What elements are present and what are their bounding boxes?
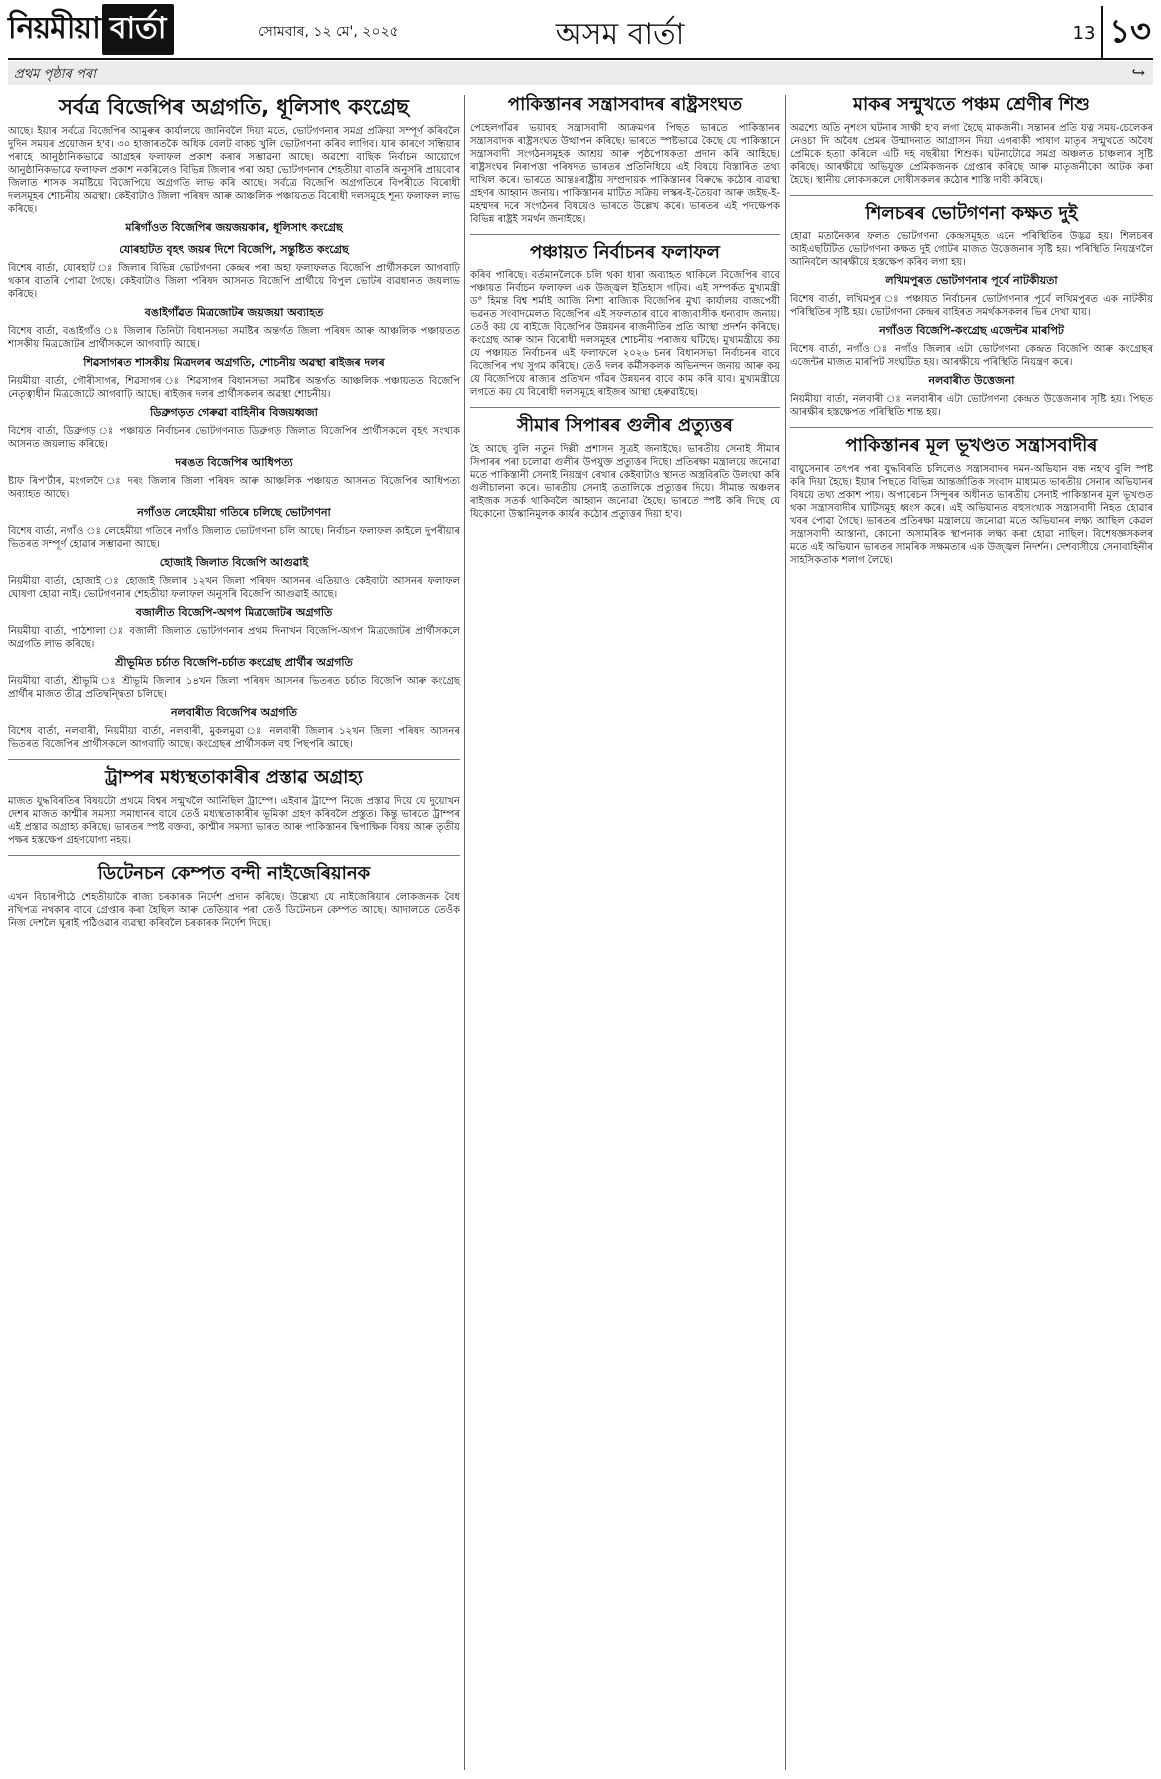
article-headline: পাকিস্তানৰ মূল ভূখণ্ডত সন্ত্ৰাসবাদীৰ xyxy=(845,435,1098,457)
page-number-as: ১৩ xyxy=(1101,6,1151,60)
article-paragraph: হোৱা মতানৈক্যৰ ফলত ভোটগণনা কেন্দ্ৰসমূহত এনে পৰিস্থিতিৰ উদ্ভৱ হয়। শিলচৰৰ আইএছটিটিত ভোটগণনা কক্ষত দুই গোটৰ মাজত উত্তেজনাৰ সৃষ্টি হয়। পৰিস্থিতি নিয়ন্ত্ৰণলৈ আনিবলৈ আৰক্ষীয়ে হস্তক্ষেপ কৰিব লগা হয়। xyxy=(790,231,1153,269)
article-headline: পাকিস্তানৰ সন্ত্ৰাসবাদৰ ৰাষ্ট্ৰসংঘত xyxy=(507,94,743,115)
article-separator xyxy=(790,427,1153,428)
article-subhead: নলবাৰীত উত্তেজনা xyxy=(928,374,1015,388)
article-paragraph: নিয়মীয়া বাৰ্তা, শ্ৰীভূমি ঃ শ্ৰীভূমি জিলাৰ ১৪খন জিলা পৰিষদ আসনৰ ভিতৰত চৰ্চাত বিজেপি আৰু কংগ্ৰেছ প্ৰাৰ্থীৰ মাজত তীব্ৰ প্ৰতিদ্বন্দ্বিতা চলিছে। xyxy=(8,676,460,701)
article-headline: মাকৰ সন্মুখতে পঞ্চম শ্ৰেণীৰ শিশু xyxy=(853,94,1090,115)
newspaper-logo xyxy=(8,8,174,50)
article-separator xyxy=(470,234,780,235)
logo-text-left: নিয়মীয়া xyxy=(8,10,100,46)
article-separator xyxy=(8,759,460,760)
article-paragraph: বিশেষ বাৰ্তা, নলবাৰী, নিয়মীয়া বাৰ্তা, নলবাৰী, মুকলমুৱা ঃ নলবাৰী জিলাৰ ১২খন জিলা পৰিষদ আসনৰ ভিতৰত বিজেপিৰ প্ৰাৰ্থীসকলে আগবাঢ়ি আছে। কংগ্ৰেছৰ প্ৰাৰ্থীসকল বহু পিছপৰি আছে। xyxy=(8,726,460,751)
article-subhead: মৰিগাঁওত বিজেপিৰ জয়জয়কাৰ, ধূলিসাৎ কংগ্ৰেছ xyxy=(125,221,343,235)
article-paragraph: বিশেষ বাৰ্তা, বঙাইগাঁও ঃ জিলাৰ তিনিটা বিধানসভা সমষ্টিৰ অন্তৰ্গত জিলা পৰিষদ আৰু আঞ্চলিক পঞ্চায়তত শাসকীয় মিত্ৰজোটৰ প্ৰাৰ্থীসকলে আগবাঢ়ি আছে। xyxy=(8,326,460,351)
continuation-label: প্ৰথম পৃষ্ঠাৰ পৰা xyxy=(14,67,96,82)
article-paragraph: বিশেষ বাৰ্তা, নগাঁও ঃ লেহেমীয়া গতিৰে নগাঁও জিলাত ভোটগণনা চলি আছে। নিৰ্বাচন ফলাফল কাইলে দুপৰীয়াৰ ভিতৰত সম্পূৰ্ণ হোৱাৰ সম্ভাৱনা আছে। xyxy=(8,526,460,551)
article-paragraph: নিয়মীয়া বাৰ্তা, পাঠশালা ঃ বজালী জিলাত ভোটগণনাৰ প্ৰথম দিনাখন বিজেপি-অগপ মিত্ৰজোটৰ প্ৰাৰ্থীসকলে অগ্ৰগতি লাভ কৰিছে। xyxy=(8,626,460,651)
article-paragraph: পেহেলগাঁৱৰ ভয়াবহ সন্ত্ৰাসবাদী আক্ৰমণৰ পিছত ভাৰতে পাকিস্তানৰ সন্ত্ৰাসবাদক ৰাষ্ট্ৰসংঘত উত্থাপন কৰিছে। ভাৰতে স্পষ্টভাৱে কৈছে যে পাকিস্তানে সন্ত্ৰাসবাদী সংগঠনসমূহক আশ্ৰয় আৰু পৃষ্ঠপোষকতা প্ৰদান কৰি আহিছে। ৰাষ্ট্ৰসংঘৰ নিৰাপত্তা পৰিষদত ভাৰতৰ প্ৰতিনিধিয়ে এই বিষয়ে বিস্তাৰিত তথ্য দাখিল কৰে। ভাৰতে আন্তঃৰাষ্ট্ৰীয় সম্প্ৰদায়ক পাকিস্তানৰ বিৰুদ্ধে কঠোৰ ব্যৱস্থা গ্ৰহণৰ আহ্বান জনায়। পাকিস্তানৰ মাটিত সক্ৰিয় লস্কৰ-ই-তৈয়বা আৰু জইছ-ই-মহম্মদৰ দৰে সংগঠনৰ বিষয়েও ভাৰতে উল্লেখ কৰে। ভাৰতৰ এই পদক্ষেপক বিভিন্ন ৰাষ্ট্ৰই সমৰ্থন জনাইছে। xyxy=(470,122,780,225)
article-subhead: দৰঙত বিজেপিৰ আধিপত্য xyxy=(175,456,293,470)
column-middle xyxy=(470,95,780,521)
column-divider xyxy=(464,95,465,1770)
article-subhead: বজালীত বিজেপি-অগপ মিত্ৰজোটৰ অগ্ৰগতি xyxy=(135,606,333,620)
article-paragraph: নিয়মীয়া বাৰ্তা, নলবাৰী ঃ নলবাৰীৰ এটা ভোটগণনা কেন্দ্ৰত উত্তেজনাৰ সৃষ্টি হয়। পিছত আৰক্ষীৰ হস্তক্ষেপত পৰিস্থিতি শান্ত হয়। xyxy=(790,394,1153,419)
article-headline: সৰ্বত্ৰ বিজেপিৰ অগ্ৰগতি, ধূলিসাৎ কংগ্ৰেছ xyxy=(59,95,409,119)
article-paragraph: বিশেষ বাৰ্তা, যোৰহাট ঃ জিলাৰ বিভিন্ন ভোটগণনা কেন্দ্ৰৰ পৰা অহা ফলাফলত বিজেপি প্ৰাৰ্থীসকলে আগবাঢ়ি থকাৰ বাতৰি পোৱা গৈছে। কেইবাটাও জিলা পৰিষদ আসনত বিজেপি প্ৰাৰ্থীয়ে বিপুল ভোটৰ ব্যৱধানত জয়লাভ কৰিছে। xyxy=(8,263,460,301)
article-headline: ডিটেনচন কেম্পত বন্দী নাইজেৰিয়ানক xyxy=(97,862,371,884)
article-subhead: বঙাইগাঁৱত মিত্ৰজোটৰ জয়জয়া অব্যাহত xyxy=(144,306,324,320)
continuation-bar xyxy=(8,61,1153,85)
article-paragraph: অৱশ্যে অতি নৃশংস ঘটনাৰ সাক্ষী হ'ব লগা হৈছে মাকজনী। সন্তানৰ প্ৰতি যত্ন সময়-চেলেকৰ নেওচা দি অবৈধ প্ৰেমৰ উন্মাদনাত আগ্ৰাসন দিয়া এগৰাকী পাষাণ মাতৃৰ সন্মুখতে অবৈধ প্ৰেমিকে হত্যা কৰিলে এটি দহ বছৰীয়া শিশুক। ঘটনাটোৱে সমগ্ৰ অঞ্চলত চাঞ্চল্যৰ সৃষ্টি কৰিছে। আৰক্ষীয়ে অভিযুক্ত প্ৰেমিকজনক গ্ৰেপ্তাৰ কৰিছে আৰু মাতৃজনীকো আটক কৰা হৈছে। স্থানীয় লোকসকলে দোষীসকলৰ কঠোৰ শাস্তি দাবী কৰিছে। xyxy=(790,122,1153,186)
article-subhead: নগাঁওত লেহেমীয়া গতিৰে চলিছে ভোটগণনা xyxy=(137,506,331,520)
masthead-rule xyxy=(8,58,1153,60)
article-headline: সীমাৰ সিপাৰৰ গুলীৰ প্ৰত্যুত্তৰ xyxy=(517,415,733,437)
article-subhead: যোৰহাটত বৃহৎ জয়ৰ দিশে বিজেপি, সন্তুষ্টিত কংগ্ৰেছ xyxy=(119,243,349,257)
column-right xyxy=(790,95,1153,567)
article-paragraph: নিয়মীয়া বাৰ্তা, হোজাই ঃ হোজাই জিলাৰ ১২খন জিলা পৰিষদ আসনৰ এতিয়াও কেইবাটা আসনৰ ফলাফল ঘোষণা হোৱা নাই। ভোটগণনাৰ শেহতীয়া ফলাফল অনুসৰি বিজেপি আগুৱাই আছে। xyxy=(8,576,460,601)
page-number-en: 13 xyxy=(1072,22,1096,44)
article-paragraph: কৰিব পাৰিছে। বৰ্তমানলৈকে চলি থকা ধাৰা অব্যাহত থাকিলে বিজেপিৰ বাবে পঞ্চায়ত নিৰ্বাচন ফলাফল এক উজ্জ্বল ইতিহাস গঢ়িব। এই সম্পৰ্কত মুখ্যমন্ত্ৰী ড° হিমন্ত বিশ্ব শৰ্মাই আজি নিশা ৰাজ্যিক বিজেপিৰ মুখ্য কাৰ্যালয় বাজপেয়ী ভৱনত সংবাদমেলত বিজেপিৰ এই সফলতাৰ বাবে ৰাজ্যবাসীক ধন্যবাদ জনায়। তেওঁ কয় যে ৰাইজে বিজেপিৰ উন্নয়নৰ ৰাজনীতিৰ প্ৰতি আস্থা প্ৰদৰ্শন কৰিছে। কংগ্ৰেছ আৰু আন বিৰোধী দলসমূহৰ শোচনীয় পৰাজয় ঘটিছে। মুখ্যমন্ত্ৰীয়ে কয় যে পঞ্চায়ত নিৰ্বাচনৰ এই ফলাফলে ২০২৬ চনৰ বিধানসভা নিৰ্বাচনৰ বাবে বিজেপিৰ পথ সুগম কৰিছে। তেওঁ দলৰ কৰ্মীসকলক অভিনন্দন জনায় আৰু কয় যে বিজেপিয়ে ৰাজ্যৰ প্ৰতিখন গাঁৱৰ উন্নয়নৰ বাবে কাম কৰি যাব। মুখ্যমন্ত্ৰীয়ে লগতে কয় যে বিৰোধী দলসমূহে ৰাইজৰ আস্থা হেৰুৱাইছে। xyxy=(470,270,780,399)
article-paragraph: ষ্টাফ ৰিপ'ৰ্টাৰ, মংগলদৈ ঃ দৰং জিলাৰ জিলা পৰিষদ আৰু আঞ্চলিক পঞ্চায়ত আসনত বিজেপিৰ আধিপত্য অব্যাহত আছে। xyxy=(8,476,460,501)
article-headline: ট্ৰাম্পৰ মধ্যস্থতাকাৰীৰ প্ৰস্তাৱ অগ্ৰাহ্য xyxy=(104,767,364,789)
article-separator xyxy=(470,407,780,408)
issue-date: সোমবাৰ, ১২ মে', ২০২৫ xyxy=(258,24,399,40)
masthead xyxy=(0,0,1161,56)
article-paragraph: আছে। ইয়াৰ সৰ্বত্ৰে বিজেপিৰ আমুৰুৰ কাৰ্যালয়ে জানিবলৈ দিয়া মতে, ভোটগণনাৰ সমগ্ৰ প্ৰক্ৰিয়া সম্পূৰ্ণ কৰিবলৈ দুদিন সময়ৰ প্ৰয়োজন হ'ব। ৩০ হাজাৰতকৈ অধিক বেলট বাকচ খুলি ভোটগণনা কৰিব লাগিব। যাৰ কাৰণে সন্ধিয়াৰ পৰাহে আনুষ্ঠানিকভাৱে আগ্ৰহৰ ফলাফল প্ৰকাশ কৰাৰ সম্ভাৱনা আছে। অৱশ্যে বাছিক নিৰ্বাচন আয়োগে আনুষ্ঠানিকভাৱে ফলাফল প্ৰকাশ নকৰিলেও বিভিন্ন জিলাৰ পৰা অহা ভোটগণনাৰ শেহতীয়া বাতৰি অনুসৰি প্ৰায়বোৰ জিলাত শাসক সমষ্টিয়ে বিজেপিয়ে অগ্ৰগতি লাভ কৰি আছে। সৰ্বত্ৰে বিজেপি অগ্ৰগতিৰে বিপৰীতে বিৰোধী দলসমূহৰ শোচনীয় অৱস্থা। কেইবাটাও জিলা পৰিষদ আৰু আঞ্চলিক পঞ্চায়তত বিৰোধী দলসমূহে শূন্য ফলাফল লাভ কৰিছে। xyxy=(8,126,460,216)
article-subhead: শিৱসাগৰত শাসকীয় মিত্ৰদলৰ অগ্ৰগতি, শোচনীয় অৱস্থা ৰাইজৰ দলৰ xyxy=(83,356,385,370)
section-title: অসম বাৰ্তা xyxy=(555,17,685,52)
article-subhead: নলবাৰীত বিজেপিৰ অগ্ৰগতি xyxy=(170,706,298,720)
article-paragraph: বিশেষ বাৰ্তা, নগাঁও ঃ নগাঁও জিলাৰ এটা ভোটগণনা কেন্দ্ৰত বিজেপি আৰু কংগ্ৰেছৰ এজেন্টৰ মাজত মাৰপিট সংঘটিত হয়। আৰক্ষীয়ে পৰিস্থিতি নিয়ন্ত্ৰণ কৰে। xyxy=(790,344,1153,369)
article-headline: পঞ্চায়ত নিৰ্বাচনৰ ফলাফল xyxy=(530,241,720,263)
article-paragraph: বায়ুসেনাৰ তৎপৰ পৰা যুদ্ধবিৰতি চলিলেও সন্ত্ৰাসবাদৰ দমন-অভিযান বন্ধ নহ'ব বুলি স্পষ্ট কৰি দিয়া হৈছে। ইয়াৰ পিছতে বিভিন্ন আন্তৰ্জাতিক সংবাদ মাধ্যমত ভাৰতীয় সেনাৰ অভিযানৰ বিষয়ে তথ্য প্ৰকাশ পায়। অপাৰেচন সিন্দুৰৰ অধীনত ভাৰতীয় সেনাই পাকিস্তানৰ মূল ভূখণ্ডত থকা সন্ত্ৰাসবাদীৰ ঘাটিসমূহ ধ্বংস কৰে। এই অভিযানত বহুসংখ্যক সন্ত্ৰাসবাদী নিহত হোৱাৰ খবৰ পোৱা গৈছে। ভাৰতৰ প্ৰতিৰক্ষা মন্ত্ৰালয়ে জনোৱা মতে অভিযানৰ লক্ষ্য আছিল কেৱল সন্ত্ৰাসবাদী আস্তানা, কোনো অসামৰিক স্থাপনাক লক্ষ্য কৰা হোৱা নাছিল। বিশেষজ্ঞসকলৰ মতে এই অভিযান ভাৰতৰ সামৰিক সক্ষমতাৰ এক উজ্জ্বল নিদৰ্শন। দেশবাসীয়ে সেনাবাহিনীৰ সাহসিকতাক শলাগ লৈছে। xyxy=(790,464,1153,567)
article-subhead: নগাঁওত বিজেপি-কংগ্ৰেছ এজেন্টৰ মাৰপিট xyxy=(879,324,1064,338)
article-paragraph: বিশেষ বাৰ্তা, লখিমপুৰ ঃ পঞ্চায়ত নিৰ্বাচনৰ ভোটগণনাৰ পূৰ্বে লখিমপুৰত এক নাটকীয় পৰিস্থিতিৰ সৃষ্টি হয়। ভোটগণনা কেন্দ্ৰৰ বাহিৰত সমৰ্থকসকলৰ ভিৰ দেখা যায়। xyxy=(790,294,1153,319)
article-paragraph: এখন বিচাৰপীঠে শেহতীয়াকৈ ৰাজ্য চৰকাৰক নিৰ্দেশ প্ৰদান কৰিছে। উল্লেখ্য যে নাইজেৰিয়াৰ লোকজনক বৈধ নথিপত্ৰ নথকাৰ বাবে গ্ৰেপ্তাৰ কৰা হৈছিল আৰু তেতিয়াৰ পৰা তেওঁ ডিটেনচন কেম্পত আছে। আদালতে তেওঁক নিজ দেশলৈ ঘূৰাই পঠিওৱাৰ ব্যৱস্থা কৰিবলৈ চৰকাৰক নিৰ্দেশ দিছে। xyxy=(8,891,460,929)
article-separator xyxy=(8,855,460,856)
article-paragraph: বিশেষ বাৰ্তা, ডিব্ৰুগড় ঃ পঞ্চায়ত নিৰ্বাচনৰ ভোটগণনাত ডিব্ৰুগড় জিলাত বিজেপিৰ প্ৰাৰ্থীসকলে বৃহৎ সংখ্যক আসনত জয়লাভ কৰিছে। xyxy=(8,426,460,451)
column-divider xyxy=(785,95,786,1770)
article-subhead: লখিমপুৰত ভোটগণনাৰ পূৰ্বে নাটকীয়তা xyxy=(885,274,1058,288)
article-paragraph: নিয়মীয়া বাৰ্তা, গৌৰীসাগৰ, শিৱসাগৰ ঃ শিৱসাগৰ বিধানসভা সমষ্টিৰ অন্তৰ্গত আঞ্চলিক পঞ্চায়তত বিজেপি নেতৃত্বাধীন মিত্ৰজোটে আগবাঢ়ি আছে। ৰাইজৰ দলৰ প্ৰাৰ্থীসকলৰ অৱস্থা শোচনীয়। xyxy=(8,376,460,401)
article-separator xyxy=(790,195,1153,196)
article-subhead: ডিব্ৰুগড়ত গেৰুৱা বাহিনীৰ বিজয়ধ্বজা xyxy=(150,406,318,420)
column-left xyxy=(8,95,460,930)
article-subhead: শ্ৰীভূমিত চৰ্চাত বিজেপি-চৰ্চাত কংগ্ৰেছ প্ৰাৰ্থীৰ অগ্ৰগতি xyxy=(115,656,353,670)
article-headline: শিলচৰৰ ভোটগণনা কক্ষত দুই xyxy=(865,202,1078,224)
article-paragraph: হৈ আছে বুলি নতুন দিল্লী প্ৰশাসন সূত্ৰই জনাইছে। ভাৰতীয় সেনাই সীমাৰ সিপাৰৰ পৰা চলোৱা গুলীৰ উপযুক্ত প্ৰত্যুত্তৰ দিছে। প্ৰতিৰক্ষা মন্ত্ৰালয়ে জনোৱা মতে পাকিস্তানী সেনাই নিয়ন্ত্ৰণ ৰেখাৰ কেইবাটাও স্থানত অস্ত্ৰবিৰতি উলংঘা কৰি গুলীচালনা কৰে। ভাৰতীয় সেনাই ততালিকে প্ৰত্যুত্তৰ দিয়ে। সীমান্ত অঞ্চলৰ ৰাইজক সতৰ্ক থাকিবলৈ আহ্বান জনোৱা হৈছে। ভাৰতে স্পষ্ট কৰি দিছে যে যিকোনো উস্কানিমূলক কাৰ্যৰ কঠোৰ প্ৰত্যুত্তৰ দিয়া হ'ব। xyxy=(470,444,780,521)
article-subhead: হোজাই জিলাত বিজেপি আগুৱাই xyxy=(159,556,309,570)
article-paragraph: মাজত যুদ্ধবিৰতিৰ বিষয়টো প্ৰথমে বিশ্বৰ সন্মুখলৈ আনিছিল ট্ৰাম্পে। এইবাৰ ট্ৰাম্পে নিজে প্ৰস্তাৱ দিয়ে যে দুয়োখন দেশৰ মাজত কাশ্মীৰ সমস্যা সমাধানৰ বাবে তেওঁ মধ্যস্থতাকাৰীৰ ভূমিকা গ্ৰহণ কৰিবলৈ প্ৰস্তুত। কিন্তু ভাৰতে ট্ৰাম্পৰ এই প্ৰস্তাৱ অগ্ৰাহ্য কৰিছে। ভাৰতৰ স্পষ্ট বক্তব্য, কাশ্মীৰ সমস্যা ভাৰত আৰু পাকিস্তানৰ দ্বিপাক্ষিক বিষয় আৰু তৃতীয় পক্ষৰ হস্তক্ষেপ গ্ৰহণযোগ্য নহয়। xyxy=(8,795,460,846)
page-curl-icon: ↪ xyxy=(1131,63,1145,82)
logo-text-right: বাৰ্তা xyxy=(102,4,175,55)
page-number xyxy=(1073,6,1151,60)
